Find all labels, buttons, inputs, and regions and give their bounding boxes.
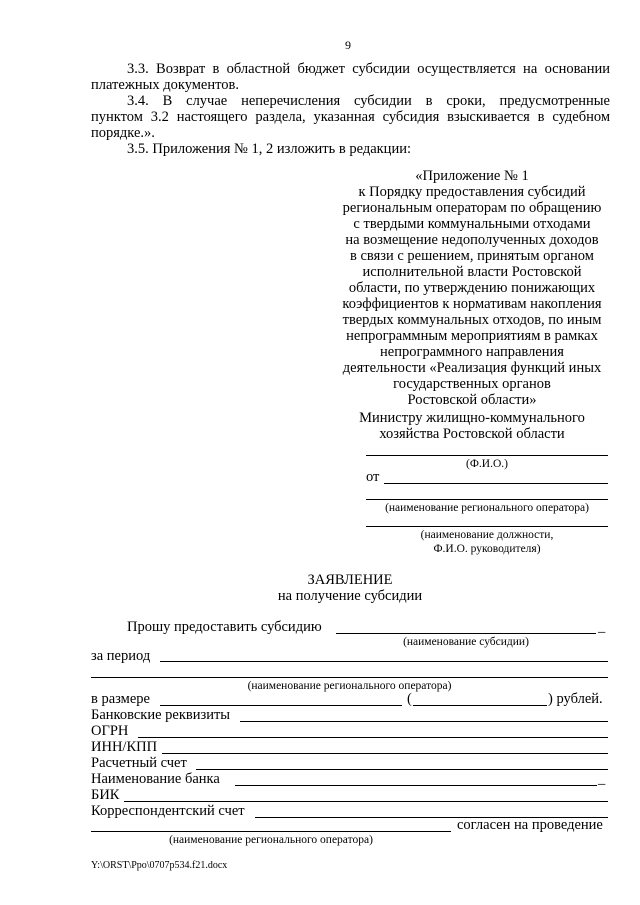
request-label: Прошу предоставить субсидию: [127, 619, 322, 635]
paragraph-3-4-line-3: порядке.».: [91, 125, 155, 141]
appendix-line: в связи с решением, принятым органом: [350, 248, 594, 264]
amount-words-line[interactable]: [413, 705, 547, 706]
appendix-line: коэффициентов к нормативам накопления: [342, 296, 602, 312]
paragraph-3-3-line-2: платежных документов.: [91, 77, 239, 93]
request-end: _: [598, 619, 606, 635]
appendix-line: области, по утверждению понижающих: [348, 280, 596, 296]
subsidy-caption: (наименование субсидии): [403, 636, 529, 648]
bank-details-label: Банковские реквизиты: [91, 707, 231, 723]
statement-subtitle: на получение субсидии: [277, 588, 423, 604]
bik-label: БИК: [91, 787, 120, 803]
corr-account-label: Корреспондентский счет: [91, 803, 245, 819]
ogrn-line[interactable]: [138, 737, 608, 738]
inn-kpp-line[interactable]: [162, 753, 608, 754]
amount-line[interactable]: [160, 705, 402, 706]
ogrn-label: ОГРН: [91, 723, 129, 739]
bank-name-line[interactable]: [235, 785, 597, 786]
inn-kpp-label: ИНН/КПП: [91, 739, 158, 755]
position-caption-1: (наименование должности,: [420, 529, 554, 541]
from-label: от: [366, 469, 380, 485]
appendix-line: с твердыми коммунальными отходами: [353, 216, 591, 232]
paragraph-3-4-line-2: пунктом 3.2 настоящего раздела, указанная субсидия взыскивается в судебном: [91, 109, 610, 125]
operator-name-line[interactable]: [91, 677, 608, 678]
operator-caption: (наименование регионального оператора): [385, 502, 589, 514]
appendix-line: непрограммным мероприятиям в рамках: [346, 328, 598, 344]
fio-line[interactable]: [366, 455, 608, 456]
account-line[interactable]: [196, 769, 608, 770]
account-label: Расчетный счет: [91, 755, 187, 771]
bank-details-line[interactable]: [240, 721, 608, 722]
appendix-line: твердых коммунальных отходов, по иным: [342, 312, 602, 328]
paragraph-3-5: 3.5. Приложения № 1, 2 изложить в редакции:: [127, 141, 411, 157]
addressee-line-1: Министру жилищно-коммунального: [359, 410, 585, 426]
appendix-line: региональным операторам по обращению: [342, 200, 602, 216]
from-line[interactable]: [384, 483, 608, 484]
statement-title: ЗАЯВЛЕНИЕ: [307, 572, 393, 588]
bik-line[interactable]: [124, 801, 608, 802]
bank-name-label: Наименование банка: [91, 771, 220, 787]
fio-caption: (Ф.И.О.): [466, 458, 508, 470]
consent-text: согласен на проведение: [457, 817, 603, 833]
period-line[interactable]: [160, 661, 608, 662]
appendix-header: [330, 168, 614, 408]
bank-name-end: _: [598, 771, 606, 787]
appendix-line: государственных органов: [393, 376, 551, 392]
period-label: за период: [91, 648, 151, 664]
appendix-line: Ростовской области»: [407, 392, 537, 408]
amount-paren-open: (: [407, 691, 412, 707]
appendix-line: «Приложение № 1: [415, 168, 529, 184]
appendix-line: непрограммного направления: [380, 344, 564, 360]
appendix-line: исполнительной власти Ростовской: [362, 264, 582, 280]
appendix-line: деятельности «Реализация функций иных: [342, 360, 602, 376]
consent-operator-line[interactable]: [91, 831, 451, 832]
amount-paren-close: ) рублей.: [548, 691, 603, 707]
page-number: 9: [345, 38, 351, 52]
consent-operator-caption: (наименование регионального оператора): [169, 834, 373, 846]
operator-name-caption: (наименование регионального оператора): [247, 680, 452, 692]
paragraph-3-4-line-1: 3.4. В случае неперечисления субсидии в сроки, предусмотренные: [127, 93, 610, 109]
footer-file-path: Y:\ORST\Ppo\0707p534.f21.docx: [91, 860, 228, 871]
appendix-line: на возмещение недополученных доходов: [345, 232, 599, 248]
subsidy-name-line[interactable]: [336, 633, 596, 634]
amount-label: в размере: [91, 691, 150, 707]
addressee-line-2: хозяйства Ростовской области: [379, 426, 565, 442]
paragraph-3-3-line-1: 3.3. Возврат в областной бюджет субсидии осуществляется на основании: [127, 61, 610, 77]
position-line[interactable]: [366, 526, 608, 527]
appendix-line: к Порядку предоставления субсидий: [358, 184, 586, 200]
operator-line[interactable]: [366, 499, 608, 500]
position-caption-2: Ф.И.О. руководителя): [433, 543, 541, 555]
